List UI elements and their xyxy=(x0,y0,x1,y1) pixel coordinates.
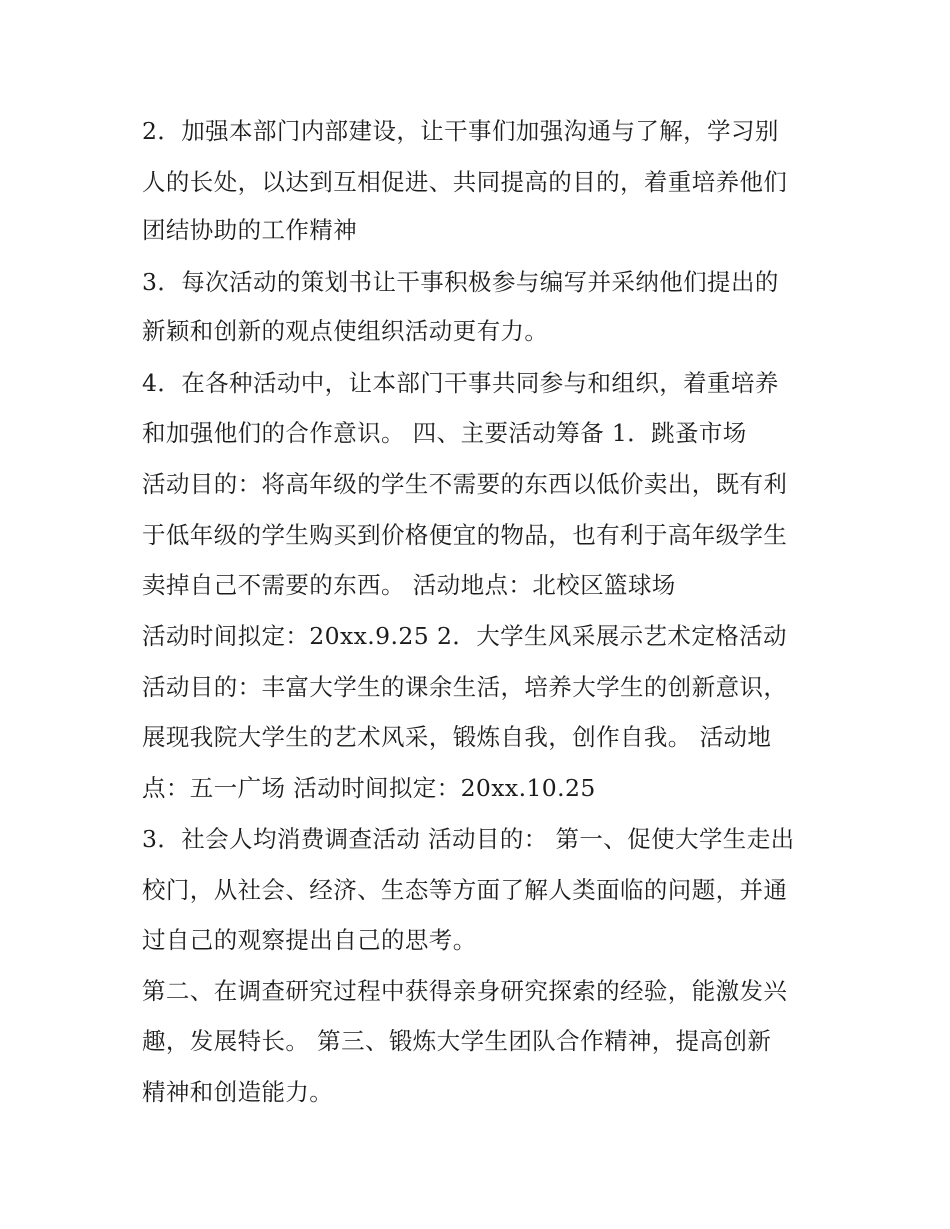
text-line-14: 点：五一广场 活动时间拟定：20xx.10.25 xyxy=(142,774,596,802)
text-line-10: 卖掉自己不需要的东西。 活动地点：北校区篮球场 xyxy=(142,571,676,599)
text-line-16: 校门，从社会、经济、生态等方面了解人类面临的问题，并通 xyxy=(142,876,788,904)
text-line-1: 2．加强本部门内部建设，让干事们加强沟通与了解，学习别 xyxy=(142,117,779,145)
text-line-20: 精神和创造能力。 xyxy=(142,1078,334,1106)
text-line-4: 3．每次活动的策划书让干事积极参与编写并采纳他们提出的 xyxy=(142,268,779,296)
text-line-19: 趣，发展特长。 第三、锻炼大学生团队合作精神，提高创新 xyxy=(142,1027,772,1055)
text-line-12: 活动目的：丰富大学生的课余生活，培养大学生的创新意识， xyxy=(142,673,788,701)
text-line-7: 和加强他们的合作意识。 四、主要活动筹备 1．跳蚤市场 xyxy=(142,419,747,447)
text-line-6: 4．在各种活动中，让本部门干事共同参与和组织，着重培养 xyxy=(142,369,779,397)
text-line-17: 过自己的观察提出自己的思考。 xyxy=(142,926,477,954)
text-line-2: 人的长处，以达到互相促进、共同提高的目的，着重培养他们 xyxy=(142,168,788,196)
text-line-5: 新颖和创新的观点使组织活动更有力。 xyxy=(142,317,549,345)
text-line-3: 团结协助的工作精神 xyxy=(142,216,358,244)
text-line-18: 第二、在调查研究过程中获得亲身研究探索的经验，能激发兴 xyxy=(142,977,788,1005)
text-line-11: 活动时间拟定：20xx.9.25 2．大学生风采展示艺术定格活动 xyxy=(142,622,787,650)
text-line-15: 3．社会人均消费调查活动 活动目的： 第一、促使大学生走出 xyxy=(142,825,795,853)
text-line-13: 展现我院大学生的艺术风采，锻炼自我，创作自我。 活动地 xyxy=(142,723,772,751)
text-line-9: 于低年级的学生购买到价格便宜的物品，也有利于高年级学生 xyxy=(142,521,788,549)
text-line-8: 活动目的：将高年级的学生不需要的东西以低价卖出，既有利 xyxy=(142,470,788,498)
